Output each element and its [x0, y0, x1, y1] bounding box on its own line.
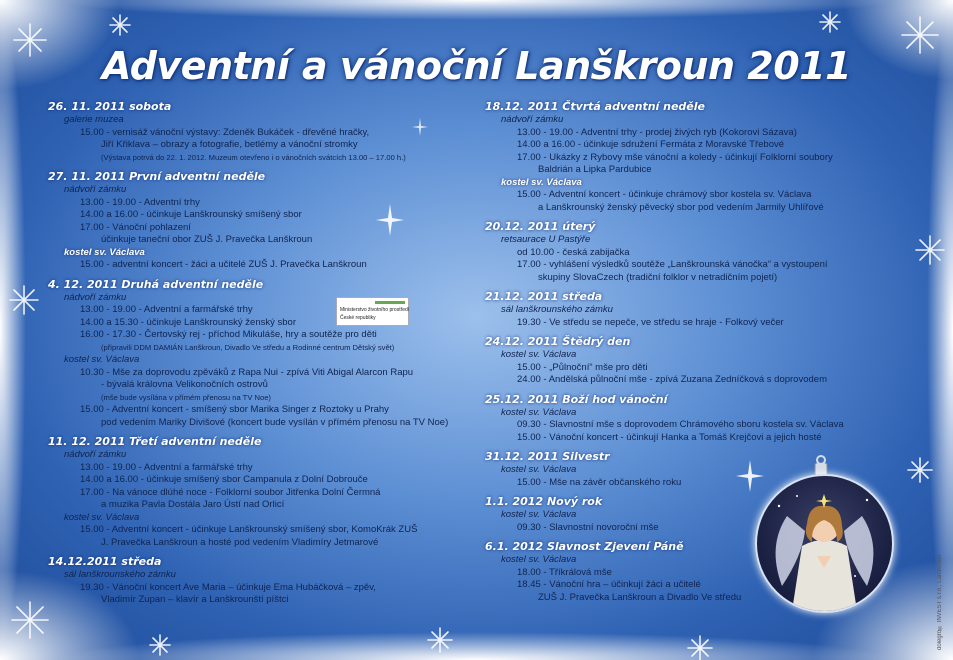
- day-heading: 26. 11. 2011 sobota: [48, 100, 172, 113]
- schedule-left-column: [48, 100, 468, 613]
- event-continuation: skupiny SlovaCzech (tradiční folklor v netradičním pojetí): [538, 271, 778, 283]
- venue-label: nádvoří zámku: [501, 114, 564, 125]
- event-line: 14.00 a 16.00 - účinkuje Lanškrounský smíšený sbor: [80, 209, 302, 220]
- day-heading: 6.1. 2012 Slavnost Zjevení Páně: [485, 540, 684, 553]
- event-continuation: Vladimír Zupan – klavír a Lanškrounští píštci: [101, 594, 289, 605]
- venue-label: nádvoří zámku: [64, 291, 127, 303]
- event-continuation: pod vedením Mariky Divišové (koncert bude vysílán v přímém přenosu na TV Noe): [101, 416, 449, 428]
- event-day: [48, 100, 468, 164]
- event-day: [48, 555, 468, 607]
- print-credit: dolegro® INVEST s.r.o., Lanškroun: [937, 554, 943, 650]
- venue-label: kostel sv. Václava: [501, 509, 577, 520]
- venue-label: galerie muzea: [64, 114, 124, 125]
- day-heading: 18.12. 2011 Čtvrtá adventní neděle: [485, 100, 705, 113]
- angel-ornament: [755, 474, 894, 613]
- venue-label: kostel sv. Václava: [501, 464, 577, 475]
- event-note: (mše bude vysílána v přímém přenosu na TV Noe): [101, 392, 271, 402]
- day-heading: 14.12.2011 středa: [48, 555, 162, 568]
- day-heading: 27. 11. 2011 První adventní neděle: [48, 170, 266, 183]
- ministry-logo: [336, 297, 409, 326]
- venue-label: sál lanškrounského zámku: [501, 304, 613, 315]
- event-line: 16.00 - 17.30 - Čertovský rej - příchod Mikuláše, hry a soutěže pro děti: [80, 329, 377, 340]
- venue-label: kostel sv. Václava: [64, 354, 140, 365]
- event-line: 15.00 - adventní koncert - žáci a učitelé ZUŠ J. Pravečka Lanškroun: [80, 259, 367, 270]
- day-heading: 31.12. 2011 Silvestr: [485, 450, 610, 463]
- event-continuation: a muzika Pavla Dostála Jaro Ústí nad Orlicí: [101, 499, 285, 510]
- event-continuation: Baldrián a Lipka Pardubice: [538, 164, 652, 175]
- event-continuation: - bývalá královna Velikonočních ostrovů: [101, 379, 268, 390]
- event-continuation: Jiří Křiklava – obrazy a fotografie, betlémy a vánoční stromky: [101, 139, 358, 150]
- event-line: 17.00 - Na vánoce dlúhé noce - Folklorní soubor Jitřenka Dolní Čermná: [80, 486, 381, 498]
- event-line: 18.45 - Vánoční hra – účinkují žáci a učitelé: [517, 579, 701, 590]
- event-line: 14.00 a 15.30 - účinkuje Lanškrounský ženský sbor: [80, 316, 296, 328]
- event-line: 15.00 - vernisáž vánoční výstavy: Zdeněk Bukáček - dřevěné hračky,: [80, 126, 370, 138]
- venue-label: kostel sv. Václava: [501, 176, 582, 188]
- event-continuation: J. Pravečka Lanškroun a hosté pod vedením Vladimíry Jetmarové: [101, 536, 379, 548]
- event-line: 17.00 - Ukázky z Rybovy mše vánoční a koledy - účinkují Folklorní soubory: [517, 151, 833, 163]
- event-note: (připravili DDM DAMIÁN Lanškroun, Divadlo Ve středu a Rodinné centrum Dětský svět): [101, 342, 395, 352]
- event-note: (Výstava potrvá do 22. 1. 2012. Muzeum otevřeno i o vánočních svátcích 13.00 – 17.00 h.): [101, 152, 406, 162]
- event-day: [485, 220, 905, 284]
- venue-label: nádvoří zámku: [64, 449, 127, 460]
- event-line: 19.30 - Vánoční koncert Ave Maria – účinkuje Ema Hubáčková – zpěv,: [80, 581, 376, 593]
- ministry-logo-stripe-icon: [375, 301, 405, 304]
- day-heading: 4. 12. 2011 Druhá adventní neděle: [48, 277, 264, 291]
- event-line: 18.00 - Tříkrálová mše: [517, 566, 612, 578]
- day-heading: 21.12. 2011 středa: [485, 290, 603, 303]
- event-line: 13.00 - 19.00 - Adventní trhy - prodej živých ryb (Kokorovi Sázava): [517, 126, 797, 138]
- day-heading: 20.12. 2011 úterý: [485, 220, 596, 233]
- ministry-logo-line1: Ministerstvo životního prostředí: [340, 307, 410, 313]
- venue-label: retsaurace U Pastýře: [501, 234, 591, 245]
- event-line: 13.00 - 19.00 - Adventní trhy: [80, 196, 200, 208]
- day-heading: 24.12. 2011 Štědrý den: [485, 335, 631, 348]
- event-day: [485, 100, 905, 214]
- ministry-logo-line2: České republiky: [340, 315, 376, 321]
- event-line: 17.00 - Vánoční pohlazení: [80, 221, 191, 233]
- event-line: 14.00 a 16.00 - účinkuje smíšený sbor Campanula z Dolní Dobrouče: [80, 474, 368, 485]
- day-heading: 25.12. 2011 Boží hod vánoční: [485, 392, 668, 406]
- angel-ornament-icon: [757, 476, 892, 611]
- event-line: 15.00 - Adventní koncert - účinkuje chrámový sbor kostela sv. Václava: [517, 189, 812, 200]
- event-line: 09.30 - Slavnostní mše s doprovodem Chrámového sboru kostela sv. Václava: [517, 419, 844, 430]
- venue-label: kostel sv. Václava: [501, 349, 577, 360]
- venue-label: nádvoří zámku: [64, 184, 127, 195]
- event-line: 17.00 - vyhlášení výsledků soutěže „Lanškrounská vánočka“ a vystoupení: [517, 259, 828, 270]
- event-day: [48, 170, 468, 272]
- event-continuation: účinkuje taneční obor ZUŠ J. Pravečka Lanškroun: [101, 234, 313, 245]
- day-heading: 1.1. 2012 Nový rok: [485, 495, 603, 508]
- event-day: [485, 393, 905, 445]
- poster-title: Adventní a vánoční Lanškroun 2011: [101, 44, 852, 88]
- venue-label: kostel sv. Václava: [501, 554, 577, 565]
- event-line: 13.00 - 19.00 - Adventní a farmářské trhy: [80, 304, 253, 315]
- event-line: 15.00 - Adventní koncert - účinkuje Lanškrounský smíšený sbor, KomoKrák ZUŠ: [80, 524, 418, 535]
- event-line: 10.30 - Mše za doprovodu zpěváků z Rapa Nui - zpívá Viti Abigal Alarcon Rapu: [80, 366, 414, 378]
- event-line: 19.30 - Ve středu se nepeče, ve středu se hraje - Folkový večer: [517, 316, 784, 328]
- event-continuation: ZUŠ J. Pravečka Lanškroun a Divadlo Ve středu: [538, 591, 742, 603]
- event-line: 24.00 - Andělská půlnoční mše - zpívá Zuzana Zedníčková s doprovodem: [517, 374, 827, 385]
- venue-label: kostel sv. Václava: [64, 246, 145, 258]
- venue-label: kostel sv. Václava: [64, 511, 140, 523]
- event-continuation: a Lanškrounský ženský pěvecký sbor pod vedením Jarmily Uhlířové: [538, 201, 824, 213]
- event-line: 15.00 - Mše na závěr občanského roku: [517, 476, 682, 488]
- event-line: 13.00 - 19.00 - Adventní a farmářské trhy: [80, 461, 253, 473]
- venue-label: kostel sv. Václava: [501, 406, 577, 418]
- event-line: 15.00 - „Půlnoční“ mše pro děti: [517, 361, 648, 373]
- event-line: od 10.00 - česká zabijačka: [517, 246, 630, 258]
- event-day: [485, 290, 905, 329]
- event-day: [48, 435, 468, 549]
- venue-label: sál lanškrounského zámku: [64, 569, 176, 580]
- day-heading: 11. 12. 2011 Třetí adventní neděle: [48, 435, 262, 448]
- event-line: 14.00 a 16.00 - účinkuje sdružení Fermáta z Moravské Třebové: [517, 139, 785, 150]
- event-day: [485, 335, 905, 387]
- event-line: 15.00 - Vánoční koncert - účinkují Hanka a Tomáš Krejčovi a jejich hosté: [517, 431, 822, 443]
- event-line: 09.30 - Slavnostní novoroční mše: [517, 521, 659, 533]
- event-line: 15.00 - Adventní koncert - smíšený sbor Marika Singer z Roztoky u Prahy: [80, 404, 389, 415]
